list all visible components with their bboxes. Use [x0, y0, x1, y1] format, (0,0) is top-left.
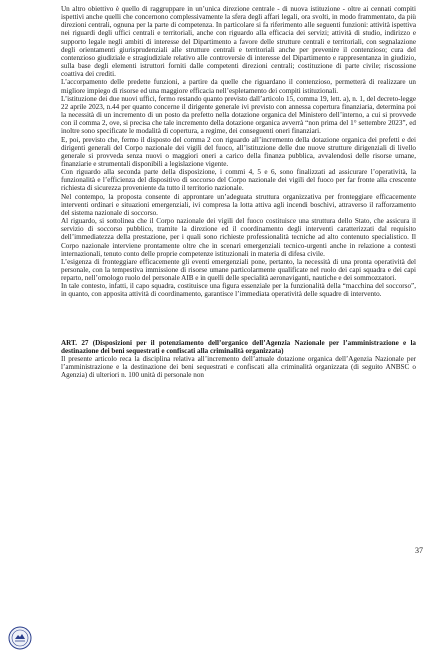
- paragraph: Con riguardo alla seconda parte della disposizione, i commi 4, 5 e 6, sono finalizzati ad assicurare l’operatività, la funzionalità e l’efficienza del dispositivo di soccorso del Corpo nazionale dei vigili del fuoco per far fronte alla crescente richiesta di sicurezza proveniente da tutto il territorio nazionale.: [61, 168, 416, 193]
- paragraph: L’esigenza di fronteggiare efficacemente gli eventi emergenziali pone, pertanto, la necessità di una pronta operatività del personale, con la tempestiva immissione di risorse umane particolarmente qualificate nel ruolo dei capi squadra e dei capi reparto, nell’omologo ruolo del personale AIB e in quelli delle specialità aeronaviganti, nautiche e dei sommozzatori.: [61, 257, 416, 283]
- document-body: [61, 5, 416, 379]
- paragraph: Un altro obiettivo è quello di raggruppare in un’unica direzione centrale - di nuova istituzione - oltre ai cennati compiti ispettivi anche quelli che concernono complessivamente la sfera degli affari legali, ora svolti, in modo frammentato, da più direzioni centrali, ognuna per la parte di competenza. In particolare si fa riferimento alle seguenti funzioni: attività ispettiva nei riguardi degli uffici centrali e territoriali, anche con riguardo alla efficacia dei servizi; attività di studio, indirizzo e supporto legale negli ambiti di interesse del Dipartimento a favore delle strutture centrali e territoriali, con segnalazione degli orientamenti giurisprudenziali alle strutture centrali e territoriali anche per prevenire il contenzioso; cura del contenzioso giudiziale e stragiudiziale relativo alle controversie di interesse del Dipartimento e rappresentanza in giudizio, sulla base degli elementi istruttori forniti dalle competenti direzioni centrali; costituzione di parte civile; riscossione coattiva dei crediti.: [61, 5, 416, 79]
- paragraph: Nel contempo, la proposta consente di approntare un’adeguata struttura organizzativa per fronteggiare efficacemente interventi ordinari e situazioni emergenziali, ivi compresa la lotta attiva agli incendi boschivi, attraverso il rafforzamento del sistema nazionale di soccorso.: [61, 192, 416, 217]
- seal-icon: [8, 626, 32, 650]
- paragraph: L’accorpamento delle predette funzioni, a partire da quelle che riguardano il contenzioso, permetterà di realizzare un migliore impiego di risorse ed una maggiore efficacia nell’espletamento dei compiti istituzionali.: [61, 78, 416, 95]
- section-gap: [61, 299, 416, 339]
- article-heading: ART. 27 (Disposizioni per il potenziamento dell’organico dell’Agenzia Nazionale per l’amministrazione e la destinazione dei beni sequestrati e confiscati alla criminalità organizzata): [61, 338, 416, 355]
- paragraph: Il presente articolo reca la disciplina relativa all’incremento dell’attuale dotazione organica dell’Agenzia Nazionale per l’amministrazione e la destinazione dei beni sequestrati e confiscati alla criminalità organizzata (di seguito ANBSC o Agenzia) di ulteriori n. 100 unità di personale non: [61, 354, 416, 380]
- paragraph: Al riguardo, si sottolinea che il Corpo nazionale dei vigili del fuoco costituisce una struttura dello Stato, che assicura il servizio di soccorso pubblico, tramite la direzione ed il coordinamento degli interventi caratterizzati dal requisito dell’immediatezza della prestazione, per i quali sono richieste professionalità tecniche ad alto contenuto specialistico. Il Corpo nazionale interviene prontamente oltre che in scenari emergenziali tecnico-urgenti anche in relazione a contesti internazionali, tenuto conto delle proprie competenze istituzionali in materia di difesa civile.: [61, 217, 416, 258]
- paragraph: L’istituzione dei due nuovi uffici, fermo restando quanto previsto dall’articolo 15, comma 19, lett. a), n. 1, del decreto-legge 22 aprile 2023, n.44 per quanto concerne il dirigente generale ivi previsto con annessa copertura finanziaria, determina poi la necessità di un incremento di un posto da prefetto nella dotazione organica del Ministero dell’interno, a cui si provvede con il comma 2, ove, si precisa che tale incremento della dotazione organica avverrà “non prima del 1° settembre 2023”, ed inoltre sono specificate le modalità di copertura, a regime, dei conseguenti oneri finanziari.: [61, 94, 416, 136]
- page-number: 37: [415, 546, 423, 555]
- paragraph: In tale contesto, infatti, il capo squadra, costituisce una figura essenziale per la funzionalità della “macchina del soccorso”, in quanto, con apposita attività di coordinamento, garantisce l’immediata operatività delle squadre di intervento.: [61, 282, 416, 299]
- paragraph: E, poi, previsto che, fermo il disposto del comma 2 con riguardo all’incremento della dotazione organica dei prefetti e dei dirigenti generali del Corpo nazionale dei vigili del fuoco, all’istituzione delle due nuove strutture dirigenziali di livello generale si provveda senza nuovi o maggiori oneri a carico della finanza pubblica, avvalendosi delle risorse umane, finanziarie e strumentali disponibili a legislazione vigente.: [61, 135, 416, 168]
